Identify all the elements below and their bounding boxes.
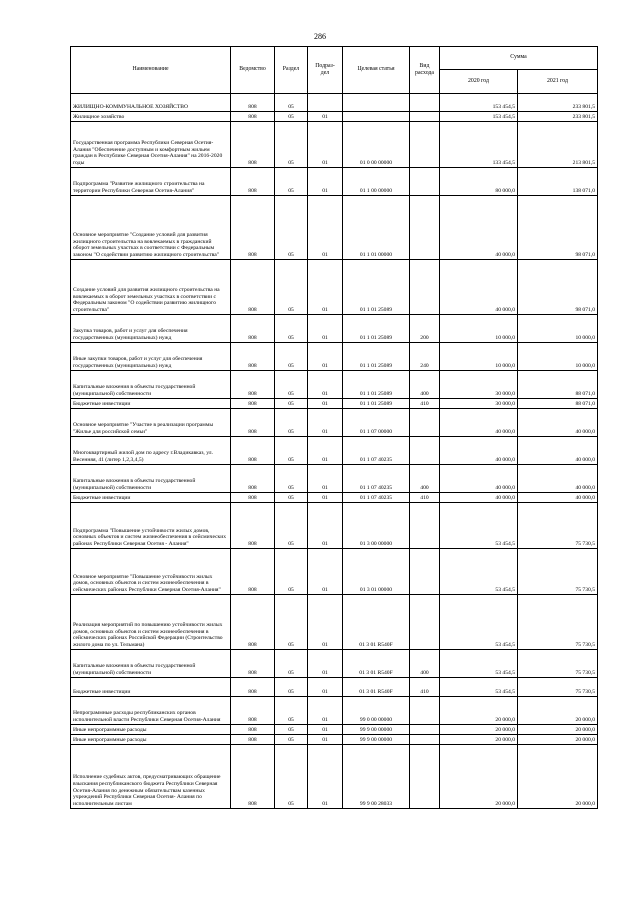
- row-sum-2020-cell: 40 000,0: [440, 465, 518, 493]
- row-sum-2020-cell: 153 454,5: [440, 112, 518, 122]
- row-section-cell: 05: [275, 725, 308, 735]
- table-row: [71, 735, 598, 745]
- row-subsection-cell: 01: [308, 371, 343, 399]
- row-subsection-cell: 01: [308, 678, 343, 697]
- row-section-cell: 05: [275, 168, 308, 196]
- row-sum-2021-cell: 20 000,0: [518, 745, 598, 809]
- row-subsection-cell: 01: [308, 343, 343, 371]
- row-subsection-cell: 01: [308, 595, 343, 650]
- header-department: Ведомство: [231, 47, 275, 94]
- row-name-cell: Иные закупки товаров, работ и услуг для обеспечения государственных (муниципальных) нужд: [71, 343, 231, 371]
- row-department-cell: 808: [231, 465, 275, 493]
- row-target-article-cell: 01 3 01 R540F: [343, 678, 410, 697]
- row-department-cell: 808: [231, 122, 275, 168]
- table-row: [71, 503, 598, 549]
- row-department-cell: 808: [231, 745, 275, 809]
- row-target-article-cell: 99 9 00 28033: [343, 745, 410, 809]
- row-target-article-cell: 01 1 01 25089: [343, 399, 410, 409]
- row-sum-2021-cell: 98 071,0: [518, 196, 598, 260]
- row-department-cell: 808: [231, 94, 275, 112]
- row-sum-2020-cell: 20 000,0: [440, 725, 518, 735]
- row-expense-type-cell: [410, 112, 440, 122]
- row-department-cell: 808: [231, 678, 275, 697]
- row-target-article-cell: 01 1 07 40235: [343, 437, 410, 465]
- row-target-article-cell: 01 1 01 00000: [343, 196, 410, 260]
- row-section-cell: 05: [275, 650, 308, 678]
- row-department-cell: 808: [231, 168, 275, 196]
- row-section-cell: 05: [275, 196, 308, 260]
- row-name-cell: Жилищное хозяйство: [71, 112, 231, 122]
- row-section-cell: 05: [275, 409, 308, 437]
- table-row: [71, 94, 598, 112]
- row-sum-2020-cell: 30 000,0: [440, 371, 518, 399]
- row-expense-type-cell: [410, 725, 440, 735]
- row-expense-type-cell: [410, 437, 440, 465]
- row-department-cell: 808: [231, 437, 275, 465]
- row-target-article-cell: 01 3 00 00000: [343, 503, 410, 549]
- row-department-cell: 808: [231, 697, 275, 725]
- row-subsection-cell: 01: [308, 315, 343, 343]
- table-row: [71, 678, 598, 697]
- row-section-cell: 05: [275, 595, 308, 650]
- row-subsection-cell: 01: [308, 409, 343, 437]
- header-name: Наименование: [71, 47, 231, 94]
- row-sum-2021-cell: 10 000,0: [518, 315, 598, 343]
- row-section-cell: 05: [275, 399, 308, 409]
- row-expense-type-cell: [410, 595, 440, 650]
- table-body: [71, 94, 598, 809]
- row-section-cell: 05: [275, 503, 308, 549]
- table-row: [71, 371, 598, 399]
- row-expense-type-cell: [410, 549, 440, 595]
- row-sum-2021-cell: 40 000,0: [518, 493, 598, 503]
- table-row: [71, 315, 598, 343]
- table-row: [71, 697, 598, 725]
- table-row: [71, 168, 598, 196]
- row-target-article-cell: 01 3 01 R540F: [343, 650, 410, 678]
- row-expense-type-cell: 410: [410, 399, 440, 409]
- row-department-cell: 808: [231, 549, 275, 595]
- row-sum-2020-cell: 20 000,0: [440, 745, 518, 809]
- row-sum-2020-cell: 80 000,0: [440, 168, 518, 196]
- row-subsection-cell: 01: [308, 745, 343, 809]
- row-sum-2020-cell: 40 000,0: [440, 260, 518, 315]
- row-subsection-cell: 01: [308, 260, 343, 315]
- row-subsection-cell: 01: [308, 697, 343, 725]
- row-section-cell: 05: [275, 260, 308, 315]
- row-subsection-cell: 01: [308, 735, 343, 745]
- row-subsection-cell: 01: [308, 650, 343, 678]
- row-name-cell: Бюджетные инвестиции: [71, 493, 231, 503]
- row-subsection-cell: [308, 94, 343, 112]
- row-sum-2021-cell: 75 730,5: [518, 678, 598, 697]
- row-sum-2021-cell: 75 730,5: [518, 503, 598, 549]
- row-name-cell: Иные непрограммные расходы: [71, 725, 231, 735]
- row-target-article-cell: 01 1 01 25089: [343, 371, 410, 399]
- row-target-article-cell: 01 3 01 00000: [343, 549, 410, 595]
- row-department-cell: 808: [231, 343, 275, 371]
- row-subsection-cell: 01: [308, 168, 343, 196]
- table-row: [71, 122, 598, 168]
- table-header-row: [71, 47, 598, 70]
- row-expense-type-cell: [410, 409, 440, 437]
- row-name-cell: Подпрограмма "Развитие жилищного строительства на территории Республики Северная Осетия-Алания": [71, 168, 231, 196]
- row-sum-2021-cell: 138 071,0: [518, 168, 598, 196]
- row-sum-2020-cell: 53 454,5: [440, 503, 518, 549]
- row-sum-2020-cell: 40 000,0: [440, 437, 518, 465]
- row-name-cell: Исполнение судебных актов, предусматривающих обращение взыскания республиканского бюджета Республики Северная Осетия-Алания по денежным обязательствам казенных учреждений Республики Северная Осетия- Алания по исполнительным листам: [71, 745, 231, 809]
- row-subsection-cell: 01: [308, 493, 343, 503]
- row-expense-type-cell: 400: [410, 465, 440, 493]
- row-subsection-cell: 01: [308, 399, 343, 409]
- row-target-article-cell: 01 1 07 00000: [343, 409, 410, 437]
- row-name-cell: Реализация мероприятий по повышению устойчивости жилых домов, основных объектов и систем жизнеобеспечения в сейсмических районах Российской Федерации (Строительство жилого дома по ул. Тельмана): [71, 595, 231, 650]
- table-row: [71, 595, 598, 650]
- row-sum-2021-cell: 40 000,0: [518, 437, 598, 465]
- row-section-cell: 05: [275, 549, 308, 595]
- row-department-cell: 808: [231, 725, 275, 735]
- row-sum-2020-cell: 133 454,5: [440, 122, 518, 168]
- table-row: [71, 260, 598, 315]
- row-sum-2020-cell: 10 000,0: [440, 315, 518, 343]
- row-subsection-cell: 01: [308, 503, 343, 549]
- row-sum-2020-cell: 40 000,0: [440, 196, 518, 260]
- row-section-cell: 05: [275, 122, 308, 168]
- row-sum-2021-cell: 10 000,0: [518, 343, 598, 371]
- row-subsection-cell: 01: [308, 196, 343, 260]
- row-expense-type-cell: 410: [410, 678, 440, 697]
- row-name-cell: Основное мероприятие "Участие в реализации программы "Жилье для российской семьи": [71, 409, 231, 437]
- row-sum-2020-cell: 53 454,5: [440, 678, 518, 697]
- row-target-article-cell: 01 1 00 00000: [343, 168, 410, 196]
- row-section-cell: 05: [275, 94, 308, 112]
- row-sum-2020-cell: 153 454,5: [440, 94, 518, 112]
- row-name-cell: Основное мероприятие "Создание условий для развития жилищного строительства на вовлекаемых в гражданский оборот земельных участках в соответствии с Федеральным законом "О содействии развитию жилищного строительства": [71, 196, 231, 260]
- row-name-cell: Закупка товаров, работ и услуг для обеспечения государственных (муниципальных) нужд: [71, 315, 231, 343]
- row-name-cell: Капитальные вложения в объекты государственной (муниципальной) собственности: [71, 465, 231, 493]
- row-name-cell: Капитальные вложения в объекты государственной (муниципальной) собственности: [71, 650, 231, 678]
- row-subsection-cell: 01: [308, 122, 343, 168]
- budget-table: [70, 46, 598, 809]
- header-section: Раздел: [275, 47, 308, 94]
- row-department-cell: 808: [231, 503, 275, 549]
- row-section-cell: 05: [275, 493, 308, 503]
- row-subsection-cell: 01: [308, 437, 343, 465]
- row-name-cell: Многоквартирный жилой дом по адресу г.Владикавказ, ул. Весенняя, 41 (литер 1,2,3,4,5): [71, 437, 231, 465]
- row-expense-type-cell: [410, 168, 440, 196]
- page-number: 286: [314, 32, 326, 41]
- row-sum-2021-cell: 75 730,5: [518, 549, 598, 595]
- row-sum-2021-cell: 40 000,0: [518, 465, 598, 493]
- row-section-cell: 05: [275, 343, 308, 371]
- row-department-cell: 808: [231, 735, 275, 745]
- row-subsection-cell: 01: [308, 549, 343, 595]
- row-section-cell: 05: [275, 678, 308, 697]
- table-row: [71, 650, 598, 678]
- row-section-cell: 05: [275, 465, 308, 493]
- table-row: [71, 437, 598, 465]
- table-row: [71, 745, 598, 809]
- table-row: [71, 465, 598, 493]
- row-target-article-cell: 99 9 00 00000: [343, 735, 410, 745]
- row-name-cell: Иные непрограммные расходы: [71, 735, 231, 745]
- row-name-cell: Подпрограмма "Повышение устойчивости жилых домов, основных объектов и систем жизнеобеспечения в сейсмических районах Республики Северная Осетия - Алания": [71, 503, 231, 549]
- row-sum-2021-cell: 233 801,5: [518, 112, 598, 122]
- row-sum-2021-cell: 20 000,0: [518, 697, 598, 725]
- row-expense-type-cell: 240: [410, 343, 440, 371]
- row-expense-type-cell: [410, 122, 440, 168]
- row-name-cell: Создание условий для развития жилищного строительства на вовлекаемых в оборот земельных участках в соответствии с Федеральным законом "О содействии развитию жилищного строительства": [71, 260, 231, 315]
- row-sum-2020-cell: 20 000,0: [440, 697, 518, 725]
- row-target-article-cell: 99 9 00 00000: [343, 725, 410, 735]
- row-expense-type-cell: [410, 697, 440, 725]
- table-row: [71, 409, 598, 437]
- row-section-cell: 05: [275, 315, 308, 343]
- table-row: [71, 196, 598, 260]
- row-sum-2021-cell: 20 000,0: [518, 735, 598, 745]
- row-subsection-cell: 01: [308, 112, 343, 122]
- row-sum-2021-cell: 20 000,0: [518, 725, 598, 735]
- row-sum-2021-cell: 75 730,5: [518, 595, 598, 650]
- row-department-cell: 808: [231, 595, 275, 650]
- table-row: [71, 343, 598, 371]
- header-expense-type: Вид расхода: [410, 47, 440, 94]
- table-row: [71, 493, 598, 503]
- row-target-article-cell: 01 3 01 R540F: [343, 595, 410, 650]
- row-section-cell: 05: [275, 437, 308, 465]
- row-department-cell: 808: [231, 112, 275, 122]
- row-name-cell: ЖИЛИЩНО-КОММУНАЛЬНОЕ ХОЗЯЙСТВО: [71, 94, 231, 112]
- row-department-cell: 808: [231, 650, 275, 678]
- row-subsection-cell: 01: [308, 725, 343, 735]
- row-section-cell: 05: [275, 112, 308, 122]
- row-department-cell: 808: [231, 315, 275, 343]
- table-row: [71, 725, 598, 735]
- table-row: [71, 112, 598, 122]
- row-sum-2020-cell: 40 000,0: [440, 493, 518, 503]
- row-target-article-cell: [343, 94, 410, 112]
- table-row: [71, 549, 598, 595]
- row-section-cell: 05: [275, 371, 308, 399]
- row-expense-type-cell: 400: [410, 650, 440, 678]
- row-expense-type-cell: 400: [410, 371, 440, 399]
- row-name-cell: Бюджетные инвестиции: [71, 399, 231, 409]
- row-department-cell: 808: [231, 371, 275, 399]
- header-year-2021: 2021 год: [518, 70, 598, 94]
- table-row: [71, 399, 598, 409]
- row-sum-2021-cell: 213 801,5: [518, 122, 598, 168]
- row-target-article-cell: [343, 112, 410, 122]
- row-expense-type-cell: 410: [410, 493, 440, 503]
- row-department-cell: 808: [231, 260, 275, 315]
- row-department-cell: 808: [231, 196, 275, 260]
- row-name-cell: Основное мероприятие "Повышение устойчивости жилых домов, основных объектов и систем жизнеобеспечения в сейсмических районах Республики Северная Осетия-Алания": [71, 549, 231, 595]
- row-sum-2021-cell: 98 071,0: [518, 260, 598, 315]
- row-sum-2021-cell: 88 071,0: [518, 399, 598, 409]
- row-expense-type-cell: [410, 196, 440, 260]
- row-sum-2020-cell: 10 000,0: [440, 343, 518, 371]
- row-expense-type-cell: 200: [410, 315, 440, 343]
- row-sum-2021-cell: 233 801,5: [518, 94, 598, 112]
- row-target-article-cell: 99 0 00 00000: [343, 697, 410, 725]
- row-name-cell: Капитальные вложения в объекты государственной (муниципальной) собственности: [71, 371, 231, 399]
- header-year-2020: 2020 год: [440, 70, 518, 94]
- row-subsection-cell: 01: [308, 465, 343, 493]
- header-subsection-label: Подраз- дел: [315, 62, 335, 76]
- row-target-article-cell: 01 1 01 25089: [343, 343, 410, 371]
- row-target-article-cell: 01 0 00 00000: [343, 122, 410, 168]
- row-department-cell: 808: [231, 493, 275, 503]
- row-expense-type-cell: [410, 745, 440, 809]
- row-target-article-cell: 01 1 07 40235: [343, 465, 410, 493]
- row-section-cell: 05: [275, 735, 308, 745]
- row-expense-type-cell: [410, 503, 440, 549]
- row-section-cell: 05: [275, 697, 308, 725]
- row-sum-2020-cell: 40 000,0: [440, 409, 518, 437]
- header-target-article: Целевая статья: [343, 47, 410, 94]
- row-sum-2020-cell: 53 454,5: [440, 549, 518, 595]
- row-department-cell: 808: [231, 399, 275, 409]
- row-sum-2020-cell: 20 000,0: [440, 735, 518, 745]
- row-target-article-cell: 01 1 07 40235: [343, 493, 410, 503]
- row-expense-type-cell: [410, 260, 440, 315]
- row-department-cell: 808: [231, 409, 275, 437]
- row-name-cell: Бюджетные инвестиции: [71, 678, 231, 697]
- row-name-cell: Государственная программа Республики Северная Осетия-Алания "Обеспечение доступным и комфортным жильем граждан в Республике Северная Осетия-Алания" на 2016-2020 годы: [71, 122, 231, 168]
- row-sum-2020-cell: 53 454,5: [440, 650, 518, 678]
- row-name-cell: Непрограммные расходы республиканских органов исполнительной власти Республики Северная Осетия-Алания: [71, 697, 231, 725]
- row-sum-2020-cell: 53 454,5: [440, 595, 518, 650]
- header-subsection: [308, 47, 343, 94]
- row-sum-2021-cell: 75 730,5: [518, 650, 598, 678]
- header-sum: Сумма: [440, 47, 598, 70]
- row-sum-2021-cell: 88 071,0: [518, 371, 598, 399]
- row-expense-type-cell: [410, 94, 440, 112]
- row-sum-2020-cell: 30 000,0: [440, 399, 518, 409]
- row-expense-type-cell: [410, 735, 440, 745]
- row-sum-2021-cell: 40 000,0: [518, 409, 598, 437]
- row-section-cell: 05: [275, 745, 308, 809]
- row-target-article-cell: 01 1 01 25089: [343, 260, 410, 315]
- row-target-article-cell: 01 1 01 25089: [343, 315, 410, 343]
